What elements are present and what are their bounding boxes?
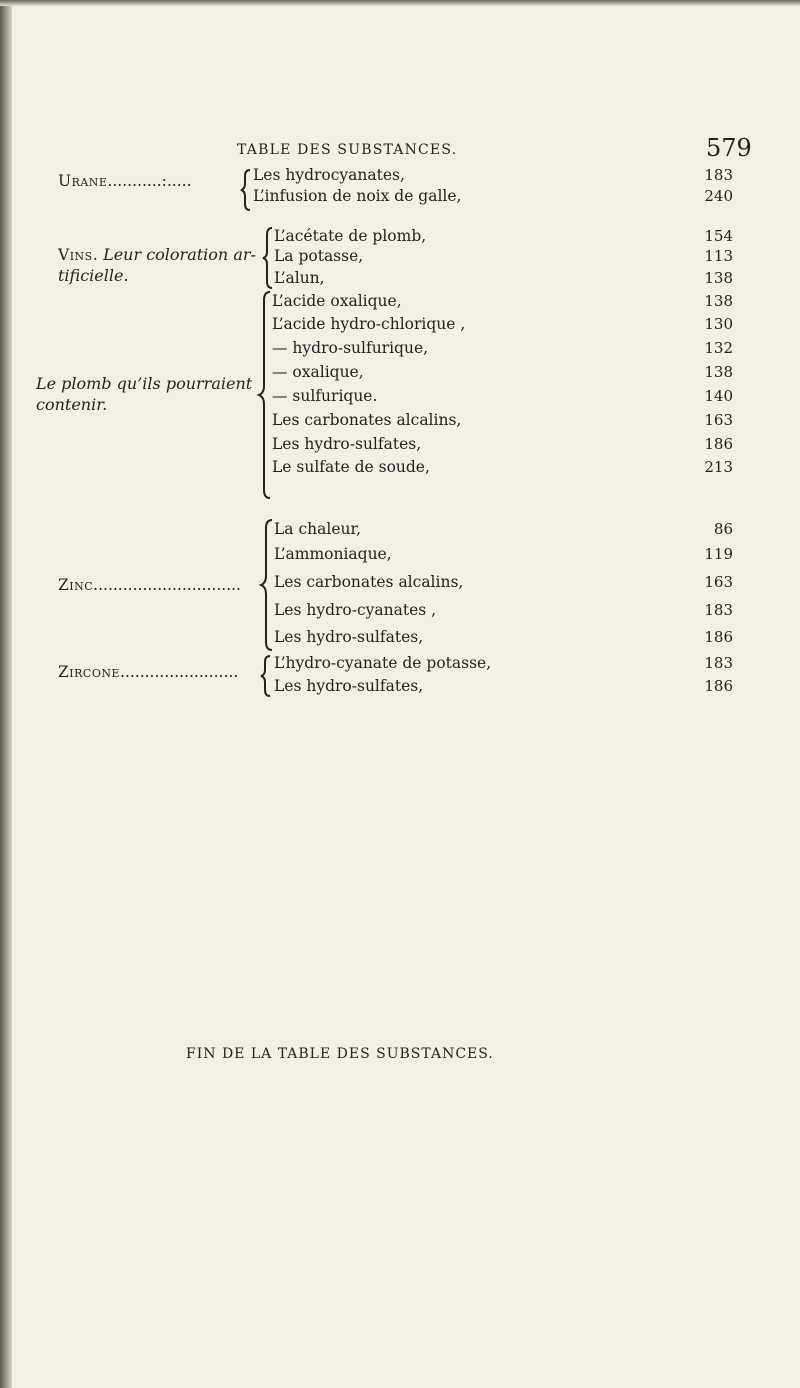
zinc-brace bbox=[260, 518, 274, 652]
vins-item-2-text: La potasse, bbox=[274, 247, 364, 265]
urane-leader-dots: ...........:..... bbox=[107, 172, 192, 190]
running-header-title: TABLE DES SUBSTANCES. bbox=[237, 142, 458, 158]
plomb-item-3-text: — hydro-sulfurique, bbox=[272, 339, 429, 357]
zircone-item-2-text: Les hydro-sulfates, bbox=[274, 677, 424, 695]
page-top-edge bbox=[0, 0, 800, 6]
vins-label-italic-2: tificielle. bbox=[58, 266, 129, 285]
zinc-item-4-page: 183 bbox=[704, 601, 733, 619]
plomb-item-2-page: 130 bbox=[704, 315, 733, 333]
vins-label: Vins. bbox=[58, 246, 99, 264]
plomb-item-3-page: 132 bbox=[704, 339, 733, 357]
urane-item-1-text: Les hydrocyanates, bbox=[253, 166, 405, 184]
vins-item-2-page: 113 bbox=[704, 247, 733, 265]
zinc-item-1-text: La chaleur, bbox=[274, 520, 362, 538]
zinc-item-4-text: Les hydro-cyanates , bbox=[274, 601, 437, 619]
plomb-item-7-text: Les hydro-sulfates, bbox=[272, 435, 422, 453]
plomb-item-4-text: — oxalique, bbox=[272, 363, 364, 381]
plomb-item-5-text: — sulfurique. bbox=[272, 387, 378, 405]
plomb-item-1-text: L’acide oxalique, bbox=[272, 292, 402, 310]
urane-label: Urane bbox=[58, 172, 108, 190]
zinc-item-2-text: L’ammoniaque, bbox=[274, 545, 392, 563]
zinc-item-5-text: Les hydro-sulfates, bbox=[274, 628, 424, 646]
plomb-item-6-page: 163 bbox=[704, 411, 733, 429]
zircone-item-1-page: 183 bbox=[704, 654, 733, 672]
entry-label-zinc bbox=[58, 576, 241, 594]
plomb-label-1: Le plomb qu’ils pourraient bbox=[36, 374, 253, 393]
entry-label-urane bbox=[58, 172, 192, 190]
entry-label-zircone bbox=[58, 663, 238, 681]
vins-label-italic-1: Leur coloration ar- bbox=[103, 245, 256, 264]
plomb-item-6-text: Les carbonates alcalins, bbox=[272, 411, 462, 429]
zircone-item-2-page: 186 bbox=[704, 677, 733, 695]
plomb-item-7-page: 186 bbox=[704, 435, 733, 453]
entry-label-vins bbox=[58, 245, 256, 264]
vins-item-3-text: L’alun, bbox=[274, 269, 325, 287]
plomb-item-2-text: L’acide hydro-chlorique , bbox=[272, 315, 466, 333]
page-binding-edge bbox=[0, 0, 12, 1388]
zinc-item-3-text: Les carbonates alcalins, bbox=[274, 573, 464, 591]
plomb-item-8-text: Le sulfate de soude, bbox=[272, 458, 430, 476]
zircone-label: Zircone bbox=[58, 663, 120, 681]
zircone-leader-dots: ........................ bbox=[120, 663, 239, 681]
plomb-label-2: contenir. bbox=[36, 395, 108, 414]
zinc-item-1-page: 86 bbox=[713, 520, 733, 538]
vins-item-1-text: L’acétate de plomb, bbox=[274, 227, 427, 245]
vins-item-1-page: 154 bbox=[704, 227, 733, 245]
plomb-item-1-page: 138 bbox=[704, 292, 733, 310]
page-number: 579 bbox=[706, 134, 752, 162]
zinc-leader-dots: .............................. bbox=[93, 576, 241, 594]
vins-item-3-page: 138 bbox=[704, 269, 733, 287]
zircone-item-1-text: L’hydro-cyanate de potasse, bbox=[274, 654, 492, 672]
plomb-item-5-page: 140 bbox=[704, 387, 733, 405]
urane-item-1-page: 183 bbox=[704, 166, 733, 184]
zinc-item-2-page: 119 bbox=[704, 545, 733, 563]
urane-brace bbox=[240, 168, 252, 212]
vins-brace bbox=[262, 226, 274, 290]
zircone-brace bbox=[260, 654, 272, 698]
urane-item-2-text: L’infusion de noix de galle, bbox=[253, 187, 462, 205]
plomb-item-8-page: 213 bbox=[704, 458, 733, 476]
closing-line: FIN DE LA TABLE DES SUBSTANCES. bbox=[186, 1046, 494, 1062]
zinc-item-5-page: 186 bbox=[704, 628, 733, 646]
plomb-brace bbox=[258, 290, 272, 500]
plomb-item-4-page: 138 bbox=[704, 363, 733, 381]
urane-item-2-page: 240 bbox=[704, 187, 733, 205]
zinc-label: Zinc bbox=[58, 576, 94, 594]
zinc-item-3-page: 163 bbox=[704, 573, 733, 591]
